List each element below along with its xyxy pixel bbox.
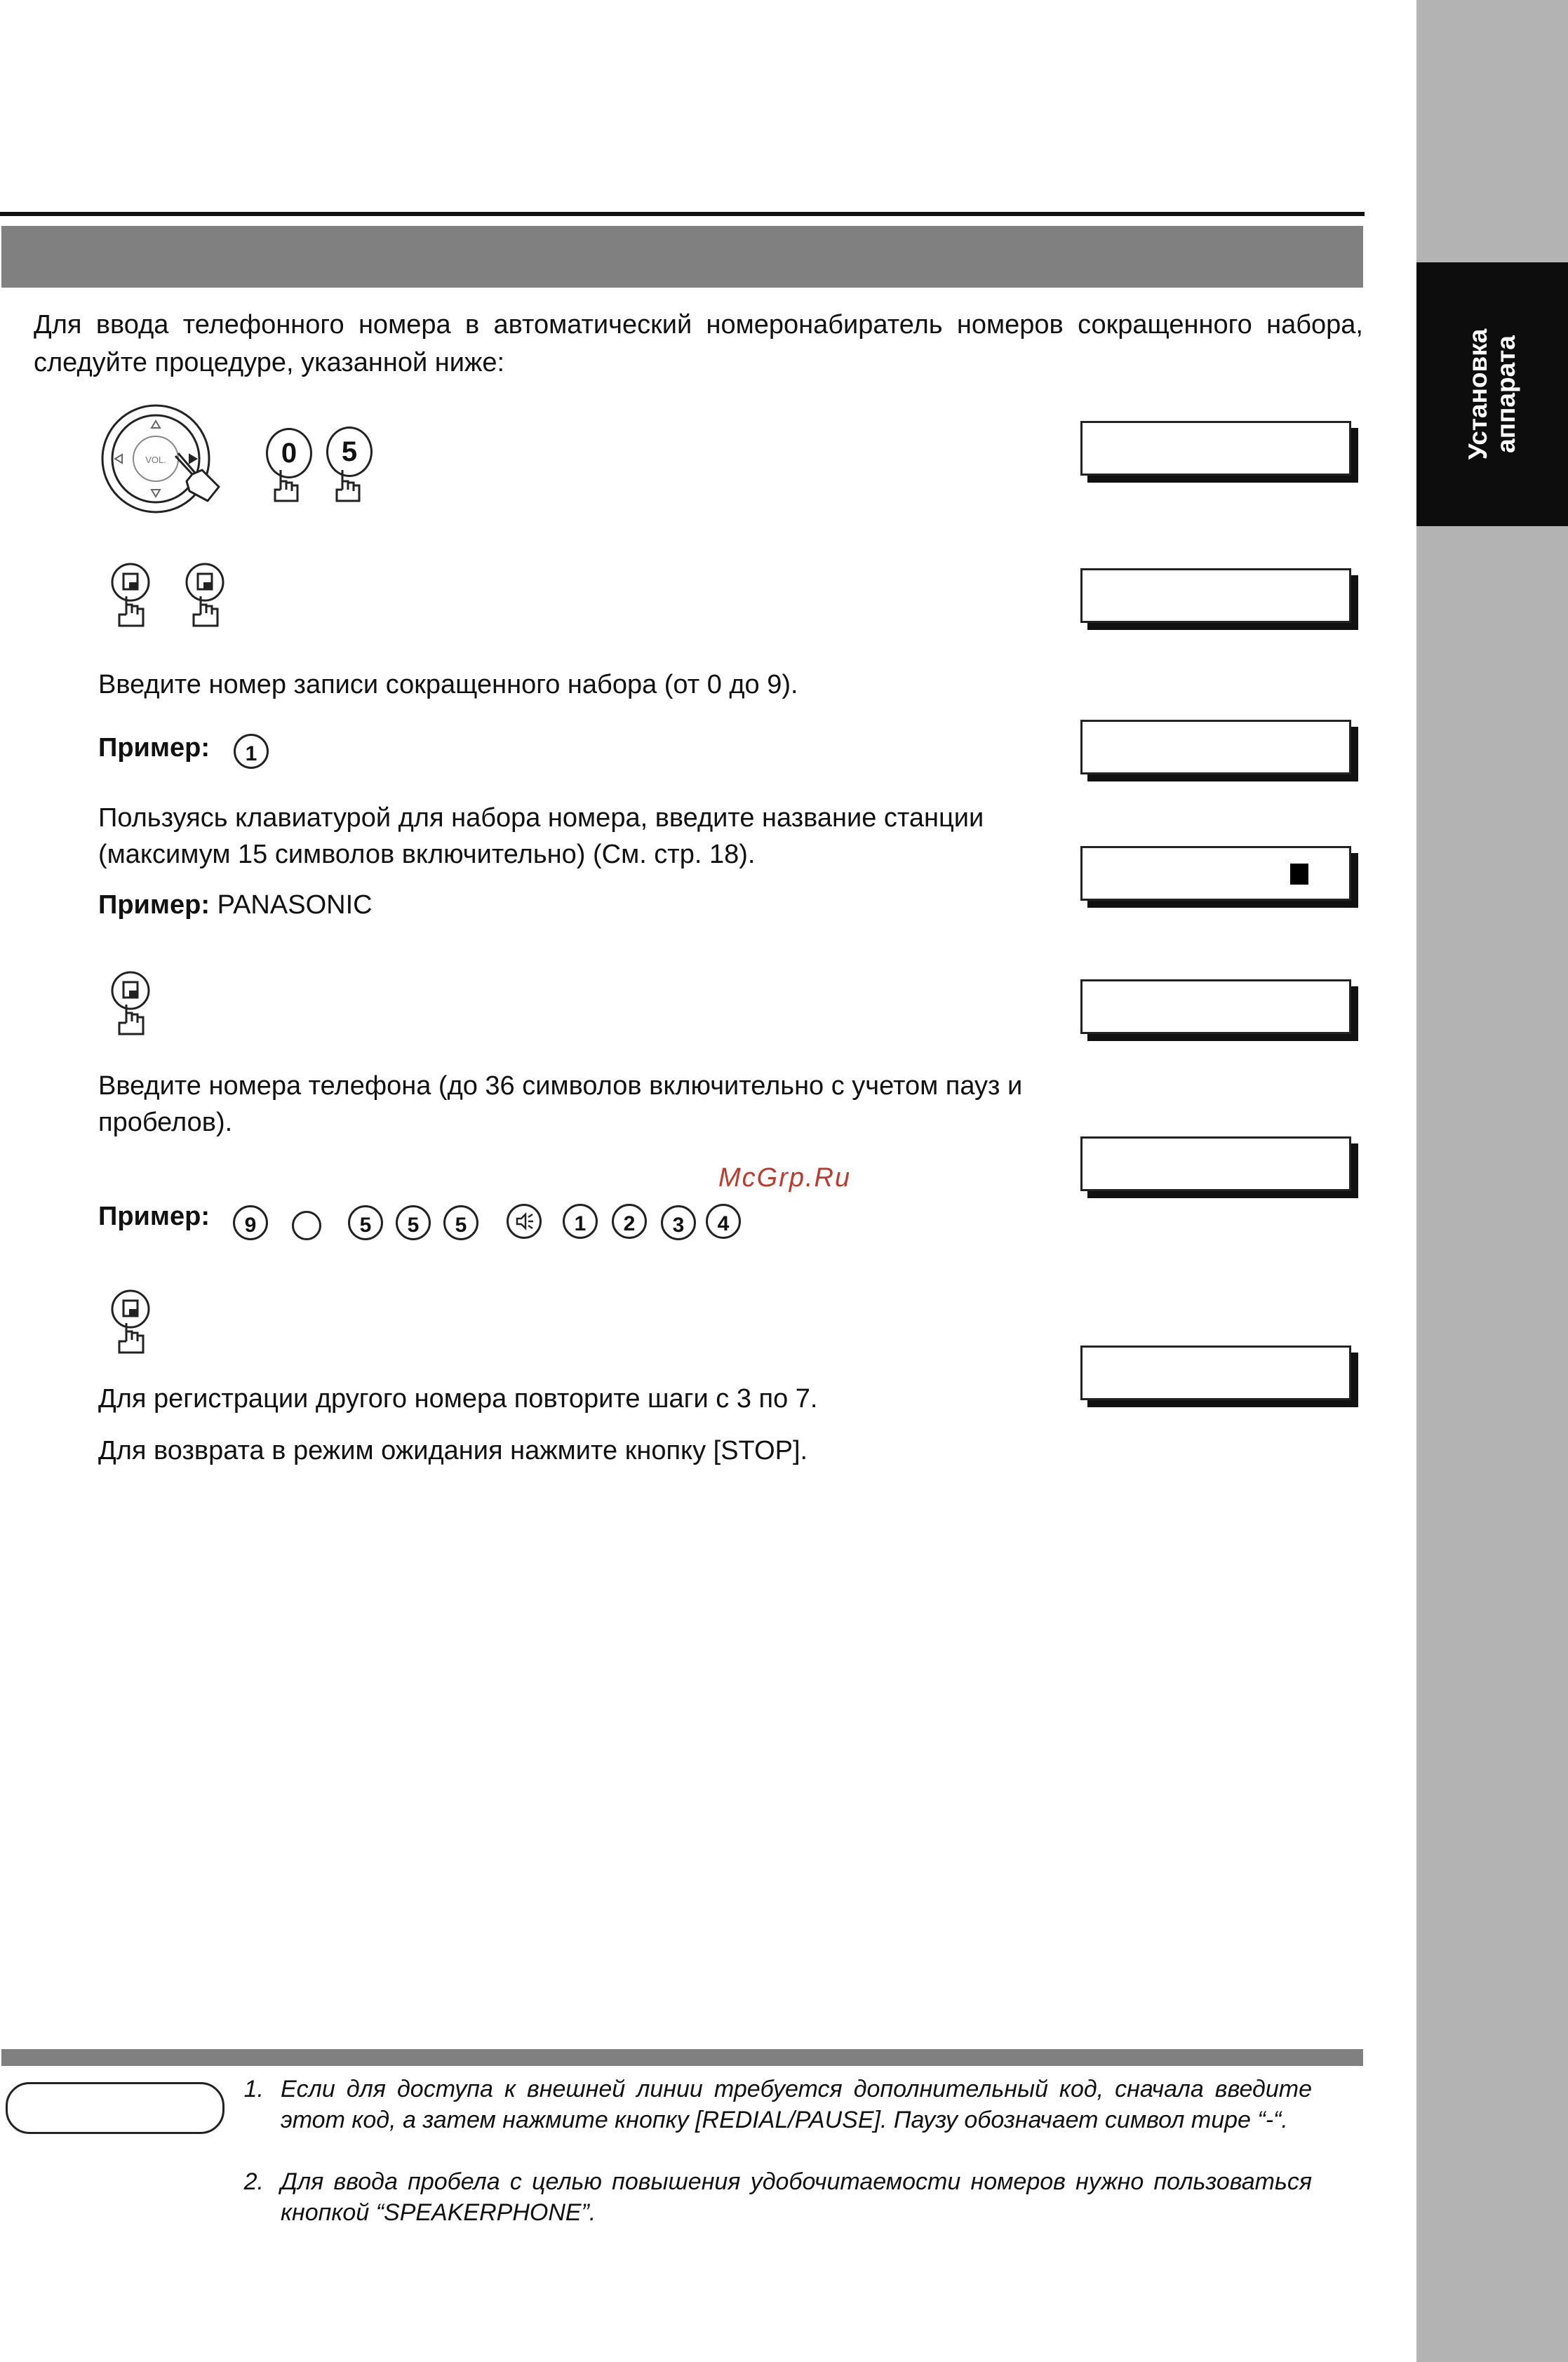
watermark: McGrp.Ru [718, 1163, 852, 1193]
key-5-button[interactable]: 5 [326, 427, 373, 477]
intro-paragraph: Для ввода телефонного номера в автоматический номеронабиратель номеров сокращенного набора, следуйте процедуре, указанной ниже: [34, 310, 1363, 377]
lcd-display [1080, 1346, 1351, 1400]
section-tab-line1: Установка [1463, 328, 1492, 460]
finger-icon [333, 469, 365, 504]
dial-label: VOL. [145, 455, 166, 465]
key-2-button[interactable]: 2 [612, 1204, 647, 1239]
finger-icon [271, 469, 303, 504]
key-1-button[interactable]: 1 [234, 734, 269, 769]
example-value: PANASONIC [217, 890, 373, 920]
lcd-display [1080, 846, 1351, 901]
speaker-icon [509, 1206, 540, 1237]
note-number: 1. [243, 2076, 264, 2102]
set-button-icon[interactable] [109, 1288, 152, 1355]
set-button-icon[interactable] [109, 969, 152, 1037]
header-rule [0, 212, 1365, 216]
repeat-instruction: Для регистрации другого номера повторите шаги с 3 по 7. [98, 1384, 818, 1414]
title-band [1, 226, 1363, 288]
speakerphone-button[interactable] [507, 1204, 542, 1239]
key-1-button[interactable]: 1 [563, 1204, 598, 1239]
phone-entry-instruction: Введите номера телефона (до 36 символов включительно с учетом пауз и пробелов). [98, 1071, 1023, 1137]
lcd-display [1080, 421, 1351, 476]
set-button-icon[interactable] [109, 561, 152, 629]
key-5-button[interactable]: 5 [348, 1205, 383, 1240]
pause-button[interactable] [292, 1211, 321, 1240]
lcd-display [1080, 568, 1351, 623]
example-label: Пример: [98, 1202, 210, 1231]
standby-instruction: Для возврата в режим ожидания нажмите кнопку [STOP]. [98, 1436, 808, 1465]
key-5-button[interactable]: 5 [396, 1205, 431, 1240]
key-9-button[interactable]: 9 [233, 1205, 268, 1240]
key-5-button[interactable]: 5 [443, 1205, 478, 1240]
notes-band [1, 2049, 1363, 2066]
note-text: Если для доступа к внешней линии требуется дополнительный код, сначала введите этот код, а затем нажмите кнопку [REDIAL/PAUSE]. Паузу обозначает символ тире “-“. [281, 2076, 1312, 2133]
note-number: 2. [243, 2168, 264, 2195]
lcd-display [1080, 1136, 1351, 1191]
key-3-button[interactable]: 3 [661, 1205, 696, 1240]
lcd-display [1080, 979, 1351, 1034]
station-name-instruction: Пользуясь клавиатурой для набора номера, введите название станции (максимум 15 символов включительно) (См. стр. 18). [98, 803, 984, 869]
key-4-button[interactable]: 4 [706, 1204, 741, 1239]
example-label: Пример: [98, 890, 210, 920]
lcd-cursor [1290, 864, 1308, 885]
example-label: Пример: [98, 733, 210, 763]
key-0-button[interactable]: 0 [266, 428, 312, 478]
section-tab [1416, 262, 1568, 526]
speed-entry-instruction: Введите номер записи сокращенного набора (от 0 до 9). [98, 670, 798, 699]
lcd-display [1080, 720, 1351, 774]
example-panasonic [98, 887, 373, 923]
set-button-icon[interactable] [184, 561, 226, 629]
note-text: Для ввода пробела с целью повышения удобочитаемости номеров нужно пользоваться кнопкой “SPEAKERPHONE”. [281, 2168, 1312, 2226]
pressing-hand-icon [171, 449, 222, 505]
notes-label-box [6, 2082, 225, 2134]
section-tab-line2: аппарата [1492, 335, 1520, 453]
